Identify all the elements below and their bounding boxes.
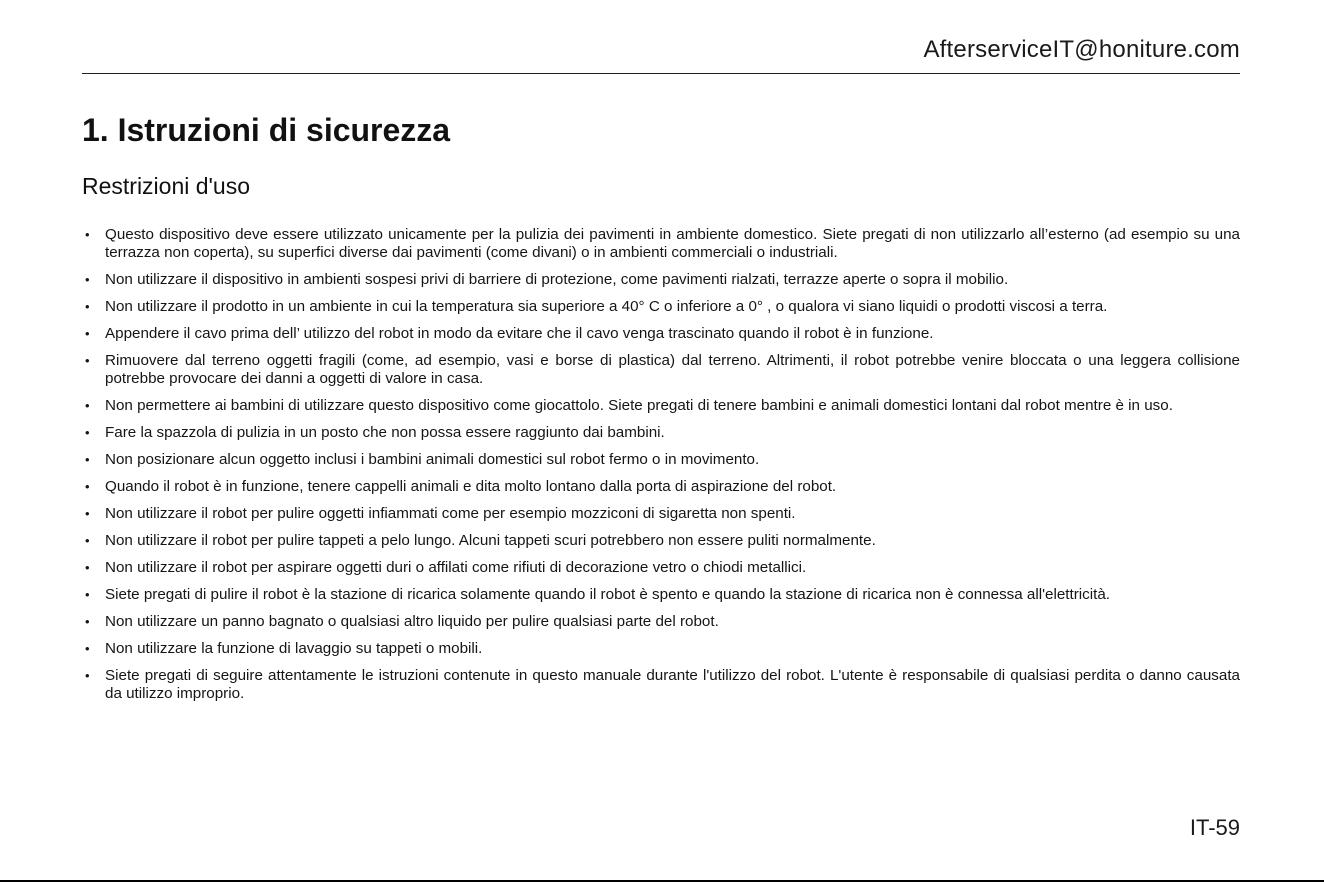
list-item [82, 298, 1240, 316]
list-item-text: Siete pregati di pulire il robot è la stazione di ricarica solamente quando il robot è spento e quando la stazione di ricarica non è connessa all'elettricità. [105, 586, 1111, 603]
list-item-text: Non posizionare alcun oggetto inclusi i bambini animali domestici sul robot fermo o in movimento. [105, 451, 760, 468]
list-item [82, 397, 1240, 415]
list-item [82, 586, 1240, 604]
safety-restrictions-list [82, 226, 1240, 712]
bullet-icon: • [85, 272, 90, 287]
list-item [82, 640, 1240, 658]
bullet-icon: • [85, 398, 90, 413]
list-item [82, 505, 1240, 523]
list-item-text: Non utilizzare il robot per aspirare oggetti duri o affilati come rifiuti di decorazione vetro o chiodi metallici. [105, 559, 807, 576]
page-number: IT-59 [1189, 815, 1240, 840]
header-email: AfterserviceIT@honiture.com [923, 36, 1240, 63]
bullet-icon: • [85, 452, 90, 467]
list-item-text: Non utilizzare la funzione di lavaggio su tappeti o mobili. [105, 640, 483, 657]
list-item [82, 226, 1240, 262]
footer-divider [0, 880, 1324, 882]
list-item [82, 478, 1240, 496]
bullet-icon: • [85, 479, 90, 494]
bullet-icon: • [85, 425, 90, 440]
bullet-icon: • [85, 587, 90, 602]
page-title: 1. Istruzioni di sicurezza [82, 112, 451, 148]
bullet-icon: • [85, 353, 90, 368]
list-item [82, 325, 1240, 343]
list-item-text: Fare la spazzola di pulizia in un posto che non possa essere raggiunto dai bambini. [105, 424, 665, 441]
list-item [82, 352, 1240, 388]
list-item [82, 667, 1240, 703]
section-title: Restrizioni d'uso [82, 173, 251, 199]
bullet-icon: • [85, 641, 90, 656]
bullet-icon: • [85, 299, 90, 314]
bullet-icon: • [85, 668, 90, 683]
list-item [82, 451, 1240, 469]
list-item [82, 532, 1240, 550]
list-item [82, 424, 1240, 442]
bullet-icon: • [85, 533, 90, 548]
list-item-text: Non permettere ai bambini di utilizzare questo dispositivo come giocattolo. Siete pregati di tenere bambini e animali domestici lontani dal robot mentre è in uso. [105, 397, 1173, 414]
bullet-icon: • [85, 506, 90, 521]
list-item-text: Non utilizzare il dispositivo in ambienti sospesi privi di barriere di protezione, come pavimenti rialzati, terrazze aperte o sopra il mobilio. [105, 271, 1009, 288]
list-item-text: Non utilizzare un panno bagnato o qualsiasi altro liquido per pulire qualsiasi parte del robot. [105, 613, 719, 630]
bullet-icon: • [85, 326, 90, 341]
list-item-text: Non utilizzare il prodotto in un ambiente in cui la temperatura sia superiore a 40° C o inferiore a 0° , o qualora vi siano liquidi o prodotti viscosi a terra. [105, 298, 1108, 315]
list-item-text: Appendere il cavo prima dell’ utilizzo del robot in modo da evitare che il cavo venga trascinato quando il robot è in funzione. [105, 325, 934, 342]
bullet-icon: • [85, 227, 90, 242]
bullet-icon: • [85, 614, 90, 629]
list-item [82, 613, 1240, 631]
list-item-text: Non utilizzare il robot per pulire oggetti infiammati come per esempio mozziconi di sigaretta non spenti. [105, 505, 796, 522]
list-item [82, 559, 1240, 577]
list-item [82, 271, 1240, 289]
list-item-text: Quando il robot è in funzione, tenere cappelli animali e dita molto lontano dalla porta di aspirazione del robot. [105, 478, 837, 495]
list-item-text: Questo dispositivo deve essere utilizzato unicamente per la pulizia dei pavimenti in ambiente domestico. Siete pregati di non utilizzarlo all’esterno (ad esempio su una terrazza non coperta), su superfici diverse dai pavimenti (come divani) o in ambienti commerciali o industriali. [105, 226, 1240, 261]
list-item-text: Siete pregati di seguire attentamente le istruzioni contenute in questo manuale durante l'utilizzo del robot. L'utente è responsabile di qualsiasi perdita o danno causata da utilizzo improprio. [105, 667, 1240, 702]
bullet-icon: • [85, 560, 90, 575]
list-item-text: Non utilizzare il robot per pulire tappeti a pelo lungo. Alcuni tappeti scuri potrebbero non essere puliti normalmente. [105, 532, 876, 549]
list-item-text: Rimuovere dal terreno oggetti fragili (come, ad esempio, vasi e borse di plastica) dal terreno. Altrimenti, il robot potrebbe venire bloccata o una leggera collisione potrebbe provocare dei danni a oggetti di valore in casa. [105, 352, 1240, 387]
header-divider [82, 73, 1240, 74]
